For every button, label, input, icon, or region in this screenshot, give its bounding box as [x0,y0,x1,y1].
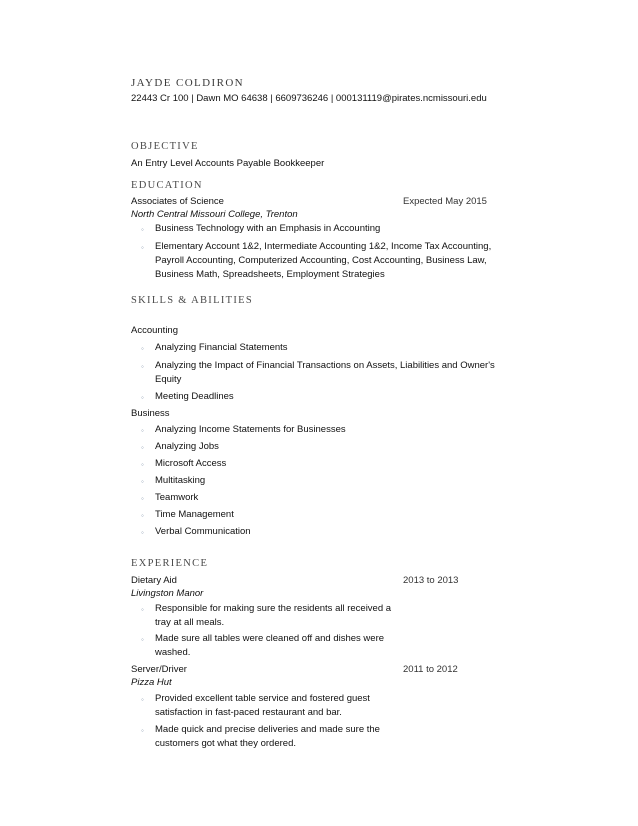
skill-item: Verbal Communication [155,526,251,537]
skill-item: Analyzing Income Statements for Businesses [155,424,346,435]
bullet-icon: ◦ [141,635,144,644]
skill-item: Microsoft Access [155,458,227,469]
bullet-icon: ◦ [141,494,144,503]
skill-item: Analyzing Financial Statements [155,342,288,353]
skill-item: Time Management [155,509,234,520]
bullet-icon: ◦ [141,426,144,435]
education-date: Expected May 2015 [403,196,487,207]
job-title: Server/Driver [131,664,187,675]
objective-text: An Entry Level Accounts Payable Bookkeeper [131,158,325,169]
bullet-icon: ◦ [141,528,144,537]
skills-business-label: Business [131,408,170,419]
bullet-icon: ◦ [141,443,144,452]
bullet-icon: ◦ [141,511,144,520]
education-bullet-line: Business Math, Spreadsheets, Employment Strategies [155,269,385,280]
job-title: Dietary Aid [131,575,177,586]
job-employer: Pizza Hut [131,677,172,688]
bullet-icon: ◦ [141,695,144,704]
job-dates: 2013 to 2013 [403,575,459,586]
skill-item-line: Analyzing the Impact of Financial Transactions on Assets, Liabilities and Owner's [155,360,495,371]
bullet-icon: ◦ [141,605,144,614]
job-bullet-line: customers got what they ordered. [155,738,296,749]
job-employer: Livingston Manor [131,588,204,599]
job-dates: 2011 to 2012 [403,664,458,675]
education-heading: EDUCATION [131,180,203,191]
bullet-icon: ◦ [141,344,144,353]
skill-item: Teamwork [155,492,199,503]
skill-item: Meeting Deadlines [155,391,234,402]
skills-accounting-label: Accounting [131,325,179,336]
bullet-icon: ◦ [141,362,144,371]
job-bullet-line: Made sure all tables were cleaned off and dishes were [155,633,385,644]
job-bullet-line: Provided excellent table service and fostered guest [155,693,370,704]
job-bullet-line: Responsible for making sure the residents all received a [155,603,392,614]
education-bullet: Business Technology with an Emphasis in Accounting [155,223,381,234]
skills-heading: SKILLS & ABILITIES [131,295,253,306]
contact-line: 22443 Cr 100 | Dawn MO 64638 | 6609736246 | 000131119@pirates.ncmissouri.edu [131,93,487,104]
applicant-name: JAYDE COLDIRON [131,77,245,89]
bullet-icon: ◦ [141,477,144,486]
job-bullet-line: satisfaction in fast-paced restaurant and bar. [155,707,342,718]
skill-item-line: Equity [155,374,182,385]
experience-heading: EXPERIENCE [131,558,209,569]
education-degree: Associates of Science [131,196,224,207]
education-bullet-line: Payroll Accounting, Computerized Accounting, Cost Accounting, Business Law, [155,255,487,266]
bullet-icon: ◦ [141,225,144,234]
objective-heading: OBJECTIVE [131,141,199,152]
job-bullet-line: washed. [155,647,191,658]
skill-item: Analyzing Jobs [155,441,219,452]
job-bullet-line: Made quick and precise deliveries and made sure the [155,724,380,735]
bullet-icon: ◦ [141,460,144,469]
education-school: North Central Missouri College, Trenton [131,209,298,220]
bullet-icon: ◦ [141,393,144,402]
skill-item: Multitasking [155,475,206,486]
job-bullet-line: tray at all meals. [155,617,225,628]
bullet-icon: ◦ [141,726,144,735]
education-bullet-line: Elementary Account 1&2, Intermediate Accounting 1&2, Income Tax Accounting, [155,241,492,252]
bullet-icon: ◦ [141,243,144,252]
